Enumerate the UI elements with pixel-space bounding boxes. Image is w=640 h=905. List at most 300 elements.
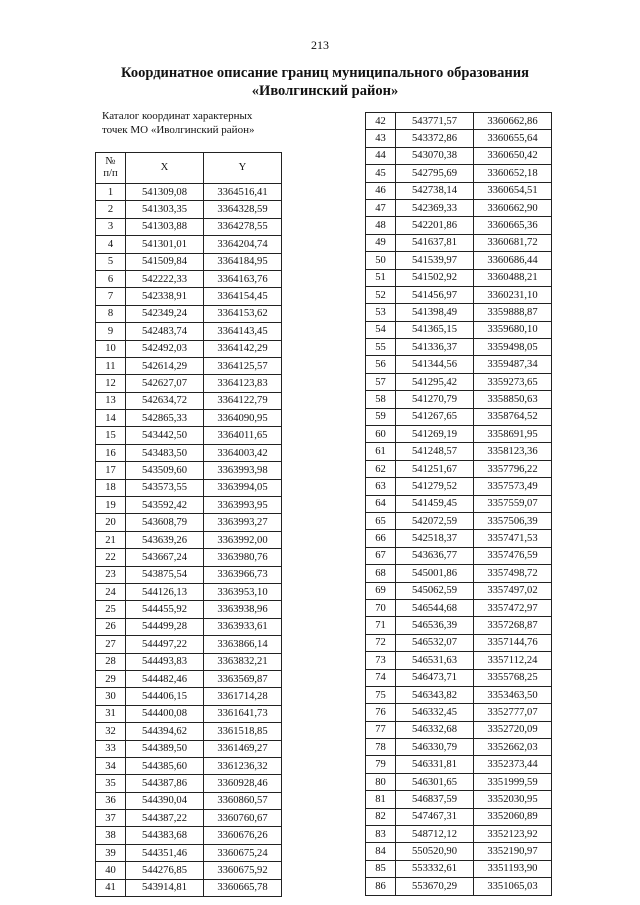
y-coordinate-cell: 3352030,95 [474, 791, 552, 808]
point-number-cell: 45 [366, 165, 396, 182]
table-row [96, 410, 282, 427]
x-coordinate-cell: 546332,68 [396, 721, 474, 738]
y-coordinate-cell: 3360652,18 [474, 165, 552, 182]
table-row [366, 791, 552, 808]
x-coordinate-cell: 542634,72 [126, 392, 204, 409]
table-row [96, 688, 282, 705]
header-number-abbr: п/п [103, 168, 118, 179]
table-row [366, 547, 552, 564]
y-coordinate-cell: 3352373,44 [474, 756, 552, 773]
y-coordinate-cell: 3364122,79 [204, 392, 282, 409]
table-row [366, 286, 552, 303]
table-row [96, 288, 282, 305]
point-number-cell: 40 [96, 862, 126, 879]
table-row [96, 497, 282, 514]
table-row [366, 321, 552, 338]
y-coordinate-cell: 3357472,97 [474, 599, 552, 616]
point-number-cell: 17 [96, 462, 126, 479]
header-number-symbol: № [105, 156, 116, 167]
table-row [96, 844, 282, 861]
x-coordinate-cell: 541459,45 [396, 495, 474, 512]
point-number-cell: 59 [366, 408, 396, 425]
y-coordinate-cell: 3363980,76 [204, 549, 282, 566]
x-coordinate-cell: 547467,31 [396, 808, 474, 825]
title-line-1: Координатное описание границ муниципального образования [121, 65, 529, 81]
x-coordinate-cell: 544482,46 [126, 670, 204, 687]
point-number-cell: 41 [96, 879, 126, 896]
y-coordinate-cell: 3363933,61 [204, 618, 282, 635]
table-row [366, 582, 552, 599]
x-coordinate-cell: 542865,33 [126, 410, 204, 427]
x-coordinate-cell: 541301,01 [126, 236, 204, 253]
x-coordinate-cell: 543608,79 [126, 514, 204, 531]
header-x: X [126, 153, 204, 184]
point-number-cell: 39 [96, 844, 126, 861]
y-coordinate-cell: 3364154,45 [204, 288, 282, 305]
table-row [96, 184, 282, 201]
table-row [366, 756, 552, 773]
point-number-cell: 61 [366, 443, 396, 460]
table-row [366, 704, 552, 721]
table-row [366, 130, 552, 147]
x-coordinate-cell: 544385,60 [126, 757, 204, 774]
table-row [96, 201, 282, 218]
table-row [366, 565, 552, 582]
table-row [96, 670, 282, 687]
x-coordinate-cell: 541509,84 [126, 253, 204, 270]
x-coordinate-cell: 542222,33 [126, 270, 204, 287]
point-number-cell: 36 [96, 792, 126, 809]
point-number-cell: 82 [366, 808, 396, 825]
point-number-cell: 33 [96, 740, 126, 757]
y-coordinate-cell: 3364153,62 [204, 305, 282, 322]
point-number-cell: 86 [366, 878, 396, 895]
x-coordinate-cell: 543070,38 [396, 147, 474, 164]
x-coordinate-cell: 543483,50 [126, 444, 204, 461]
table-row [366, 530, 552, 547]
x-coordinate-cell: 541309,08 [126, 184, 204, 201]
y-coordinate-cell: 3358123,36 [474, 443, 552, 460]
point-number-cell: 11 [96, 357, 126, 374]
document-title [60, 64, 590, 100]
y-coordinate-cell: 3361641,73 [204, 705, 282, 722]
y-coordinate-cell: 3360681,72 [474, 234, 552, 251]
y-coordinate-cell: 3357112,24 [474, 652, 552, 669]
table-row [96, 479, 282, 496]
table-row [366, 408, 552, 425]
x-coordinate-cell: 544387,86 [126, 775, 204, 792]
y-coordinate-cell: 3360654,51 [474, 182, 552, 199]
x-coordinate-cell: 546330,79 [396, 739, 474, 756]
point-number-cell: 5 [96, 253, 126, 270]
y-coordinate-cell: 3359273,65 [474, 373, 552, 390]
table-row [366, 478, 552, 495]
table-row [96, 775, 282, 792]
table-row [96, 601, 282, 618]
y-coordinate-cell: 3364516,41 [204, 184, 282, 201]
point-number-cell: 10 [96, 340, 126, 357]
point-number-cell: 65 [366, 512, 396, 529]
point-number-cell: 76 [366, 704, 396, 721]
table-row [96, 375, 282, 392]
table-header-row [96, 153, 282, 184]
x-coordinate-cell: 544387,22 [126, 810, 204, 827]
y-coordinate-cell: 3360665,36 [474, 217, 552, 234]
point-number-cell: 46 [366, 182, 396, 199]
table-row [366, 460, 552, 477]
x-coordinate-cell: 543442,50 [126, 427, 204, 444]
y-coordinate-cell: 3351193,90 [474, 860, 552, 877]
point-number-cell: 2 [96, 201, 126, 218]
y-coordinate-cell: 3363994,05 [204, 479, 282, 496]
table-row [366, 234, 552, 251]
point-number-cell: 44 [366, 147, 396, 164]
table-row [366, 686, 552, 703]
x-coordinate-cell: 543667,24 [126, 549, 204, 566]
point-number-cell: 16 [96, 444, 126, 461]
y-coordinate-cell: 3352123,92 [474, 826, 552, 843]
table-row [366, 339, 552, 356]
y-coordinate-cell: 3360231,10 [474, 286, 552, 303]
table-row [366, 391, 552, 408]
point-number-cell: 26 [96, 618, 126, 635]
point-number-cell: 83 [366, 826, 396, 843]
x-coordinate-cell: 542614,29 [126, 357, 204, 374]
point-number-cell: 22 [96, 549, 126, 566]
y-coordinate-cell: 3357796,22 [474, 460, 552, 477]
table-row [96, 566, 282, 583]
point-number-cell: 49 [366, 234, 396, 251]
x-coordinate-cell: 543573,55 [126, 479, 204, 496]
y-coordinate-cell: 3351065,03 [474, 878, 552, 895]
y-coordinate-cell: 3359888,87 [474, 304, 552, 321]
x-coordinate-cell: 545001,86 [396, 565, 474, 582]
point-number-cell: 80 [366, 773, 396, 790]
y-coordinate-cell: 3360655,64 [474, 130, 552, 147]
x-coordinate-cell: 541344,56 [396, 356, 474, 373]
point-number-cell: 64 [366, 495, 396, 512]
table-body-right [366, 113, 552, 896]
x-coordinate-cell: 544351,46 [126, 844, 204, 861]
table-row [96, 270, 282, 287]
point-number-cell: 50 [366, 252, 396, 269]
table-row [96, 862, 282, 879]
coordinates-table-left [95, 152, 282, 897]
y-coordinate-cell: 3364143,45 [204, 323, 282, 340]
table-row [96, 583, 282, 600]
table-row [366, 773, 552, 790]
x-coordinate-cell: 546331,81 [396, 756, 474, 773]
point-number-cell: 75 [366, 686, 396, 703]
table-row [366, 739, 552, 756]
table-row [366, 599, 552, 616]
point-number-cell: 47 [366, 199, 396, 216]
point-number-cell: 77 [366, 721, 396, 738]
y-coordinate-cell: 3360650,42 [474, 147, 552, 164]
y-coordinate-cell: 3363993,95 [204, 497, 282, 514]
y-coordinate-cell: 3363866,14 [204, 636, 282, 653]
y-coordinate-cell: 3363993,98 [204, 462, 282, 479]
x-coordinate-cell: 541303,88 [126, 218, 204, 235]
point-number-cell: 31 [96, 705, 126, 722]
table-row [96, 236, 282, 253]
point-number-cell: 84 [366, 843, 396, 860]
point-number-cell: 55 [366, 339, 396, 356]
x-coordinate-cell: 543636,77 [396, 547, 474, 564]
y-coordinate-cell: 3361518,85 [204, 723, 282, 740]
table-row [96, 653, 282, 670]
point-number-cell: 1 [96, 184, 126, 201]
y-coordinate-cell: 3361469,27 [204, 740, 282, 757]
y-coordinate-cell: 3351999,59 [474, 773, 552, 790]
x-coordinate-cell: 544394,62 [126, 723, 204, 740]
table-row [366, 269, 552, 286]
table-row [96, 392, 282, 409]
y-coordinate-cell: 3363992,00 [204, 531, 282, 548]
point-number-cell: 68 [366, 565, 396, 582]
table-row [366, 652, 552, 669]
table-row [96, 323, 282, 340]
table-row [366, 199, 552, 216]
table-row [366, 147, 552, 164]
point-number-cell: 8 [96, 305, 126, 322]
point-number-cell: 21 [96, 531, 126, 548]
y-coordinate-cell: 3358850,63 [474, 391, 552, 408]
table-row [366, 634, 552, 651]
y-coordinate-cell: 3364163,76 [204, 270, 282, 287]
point-number-cell: 9 [96, 323, 126, 340]
table-row [366, 113, 552, 130]
point-number-cell: 48 [366, 217, 396, 234]
table-row [366, 808, 552, 825]
y-coordinate-cell: 3363832,21 [204, 653, 282, 670]
y-coordinate-cell: 3360675,92 [204, 862, 282, 879]
point-number-cell: 42 [366, 113, 396, 130]
table-row [96, 340, 282, 357]
point-number-cell: 34 [96, 757, 126, 774]
x-coordinate-cell: 542738,14 [396, 182, 474, 199]
x-coordinate-cell: 541336,37 [396, 339, 474, 356]
y-coordinate-cell: 3364204,74 [204, 236, 282, 253]
x-coordinate-cell: 546343,82 [396, 686, 474, 703]
table-row [366, 495, 552, 512]
y-coordinate-cell: 3359680,10 [474, 321, 552, 338]
x-coordinate-cell: 542518,37 [396, 530, 474, 547]
table-row [96, 618, 282, 635]
y-coordinate-cell: 3364123,83 [204, 375, 282, 392]
x-coordinate-cell: 544126,13 [126, 583, 204, 600]
x-coordinate-cell: 541539,97 [396, 252, 474, 269]
y-coordinate-cell: 3352662,03 [474, 739, 552, 756]
point-number-cell: 20 [96, 514, 126, 531]
table-row [366, 182, 552, 199]
x-coordinate-cell: 544493,83 [126, 653, 204, 670]
y-coordinate-cell: 3364184,95 [204, 253, 282, 270]
x-coordinate-cell: 541365,15 [396, 321, 474, 338]
y-coordinate-cell: 3352060,89 [474, 808, 552, 825]
table-row [366, 304, 552, 321]
x-coordinate-cell: 546544,68 [396, 599, 474, 616]
x-coordinate-cell: 553332,61 [396, 860, 474, 877]
y-coordinate-cell: 3364142,29 [204, 340, 282, 357]
table-row [366, 669, 552, 686]
y-coordinate-cell: 3360662,86 [474, 113, 552, 130]
point-number-cell: 37 [96, 810, 126, 827]
table-row [96, 827, 282, 844]
y-coordinate-cell: 3360686,44 [474, 252, 552, 269]
table-row [366, 860, 552, 877]
y-coordinate-cell: 3357573,49 [474, 478, 552, 495]
table-row [366, 843, 552, 860]
table-row [96, 792, 282, 809]
table-row [96, 723, 282, 740]
point-number-cell: 51 [366, 269, 396, 286]
x-coordinate-cell: 541456,97 [396, 286, 474, 303]
x-coordinate-cell: 544455,92 [126, 601, 204, 618]
y-coordinate-cell: 3360488,21 [474, 269, 552, 286]
x-coordinate-cell: 544400,08 [126, 705, 204, 722]
table-row [96, 705, 282, 722]
table-row [96, 357, 282, 374]
table-row [366, 721, 552, 738]
y-coordinate-cell: 3358764,52 [474, 408, 552, 425]
table-row [366, 252, 552, 269]
y-coordinate-cell: 3360662,90 [474, 199, 552, 216]
point-number-cell: 35 [96, 775, 126, 792]
point-number-cell: 3 [96, 218, 126, 235]
y-coordinate-cell: 3352720,09 [474, 721, 552, 738]
x-coordinate-cell: 541270,79 [396, 391, 474, 408]
y-coordinate-cell: 3361714,28 [204, 688, 282, 705]
x-coordinate-cell: 541303,35 [126, 201, 204, 218]
x-coordinate-cell: 542201,86 [396, 217, 474, 234]
table-row [366, 512, 552, 529]
x-coordinate-cell: 543509,60 [126, 462, 204, 479]
y-coordinate-cell: 3355768,25 [474, 669, 552, 686]
x-coordinate-cell: 543875,54 [126, 566, 204, 583]
x-coordinate-cell: 544499,28 [126, 618, 204, 635]
y-coordinate-cell: 3360675,24 [204, 844, 282, 861]
point-number-cell: 13 [96, 392, 126, 409]
x-coordinate-cell: 543914,81 [126, 879, 204, 896]
x-coordinate-cell: 544276,85 [126, 862, 204, 879]
table-row [366, 826, 552, 843]
point-number-cell: 4 [96, 236, 126, 253]
x-coordinate-cell: 542338,91 [126, 288, 204, 305]
y-coordinate-cell: 3357476,59 [474, 547, 552, 564]
point-number-cell: 54 [366, 321, 396, 338]
table-row [96, 514, 282, 531]
point-number-cell: 32 [96, 723, 126, 740]
point-number-cell: 62 [366, 460, 396, 477]
y-coordinate-cell: 3363993,27 [204, 514, 282, 531]
point-number-cell: 38 [96, 827, 126, 844]
table-row [96, 218, 282, 235]
y-coordinate-cell: 3357559,07 [474, 495, 552, 512]
x-coordinate-cell: 545062,59 [396, 582, 474, 599]
header-y: Y [204, 153, 282, 184]
table-row [366, 165, 552, 182]
y-coordinate-cell: 3357268,87 [474, 617, 552, 634]
x-coordinate-cell: 542795,69 [396, 165, 474, 182]
point-number-cell: 71 [366, 617, 396, 634]
x-coordinate-cell: 543592,42 [126, 497, 204, 514]
table-row [366, 426, 552, 443]
table-row [96, 757, 282, 774]
point-number-cell: 15 [96, 427, 126, 444]
table-row [366, 443, 552, 460]
x-coordinate-cell: 544390,04 [126, 792, 204, 809]
table-body-left [96, 184, 282, 897]
x-coordinate-cell: 541251,67 [396, 460, 474, 477]
x-coordinate-cell: 543639,26 [126, 531, 204, 548]
point-number-cell: 57 [366, 373, 396, 390]
x-coordinate-cell: 541502,92 [396, 269, 474, 286]
title-line-2: «Иволгинский район» [251, 83, 399, 99]
x-coordinate-cell: 544389,50 [126, 740, 204, 757]
x-coordinate-cell: 546531,63 [396, 652, 474, 669]
point-number-cell: 43 [366, 130, 396, 147]
point-number-cell: 73 [366, 652, 396, 669]
y-coordinate-cell: 3364090,95 [204, 410, 282, 427]
table-row [96, 462, 282, 479]
point-number-cell: 14 [96, 410, 126, 427]
x-coordinate-cell: 541267,65 [396, 408, 474, 425]
y-coordinate-cell: 3363953,10 [204, 583, 282, 600]
table-row [96, 531, 282, 548]
point-number-cell: 23 [96, 566, 126, 583]
catalog-caption [102, 109, 292, 137]
point-number-cell: 27 [96, 636, 126, 653]
y-coordinate-cell: 3357506,39 [474, 512, 552, 529]
point-number-cell: 19 [96, 497, 126, 514]
x-coordinate-cell: 544406,15 [126, 688, 204, 705]
point-number-cell: 28 [96, 653, 126, 670]
y-coordinate-cell: 3364328,59 [204, 201, 282, 218]
x-coordinate-cell: 544497,22 [126, 636, 204, 653]
point-number-cell: 56 [366, 356, 396, 373]
table-row [366, 617, 552, 634]
x-coordinate-cell: 550520,90 [396, 843, 474, 860]
page-number: 213 [311, 38, 329, 52]
x-coordinate-cell: 542627,07 [126, 375, 204, 392]
point-number-cell: 85 [366, 860, 396, 877]
point-number-cell: 52 [366, 286, 396, 303]
point-number-cell: 79 [366, 756, 396, 773]
point-number-cell: 78 [366, 739, 396, 756]
x-coordinate-cell: 546837,59 [396, 791, 474, 808]
y-coordinate-cell: 3360860,57 [204, 792, 282, 809]
x-coordinate-cell: 543771,57 [396, 113, 474, 130]
y-coordinate-cell: 3364125,57 [204, 357, 282, 374]
table-row [96, 253, 282, 270]
point-number-cell: 7 [96, 288, 126, 305]
y-coordinate-cell: 3358691,95 [474, 426, 552, 443]
point-number-cell: 63 [366, 478, 396, 495]
point-number-cell: 24 [96, 583, 126, 600]
y-coordinate-cell: 3364003,42 [204, 444, 282, 461]
point-number-cell: 69 [366, 582, 396, 599]
x-coordinate-cell: 542369,33 [396, 199, 474, 216]
table-row [366, 373, 552, 390]
table-row [366, 878, 552, 895]
point-number-cell: 70 [366, 599, 396, 616]
y-coordinate-cell: 3360760,67 [204, 810, 282, 827]
point-number-cell: 67 [366, 547, 396, 564]
caption-line-1: Каталог координат характерных [102, 110, 253, 122]
point-number-cell: 58 [366, 391, 396, 408]
x-coordinate-cell: 544383,68 [126, 827, 204, 844]
